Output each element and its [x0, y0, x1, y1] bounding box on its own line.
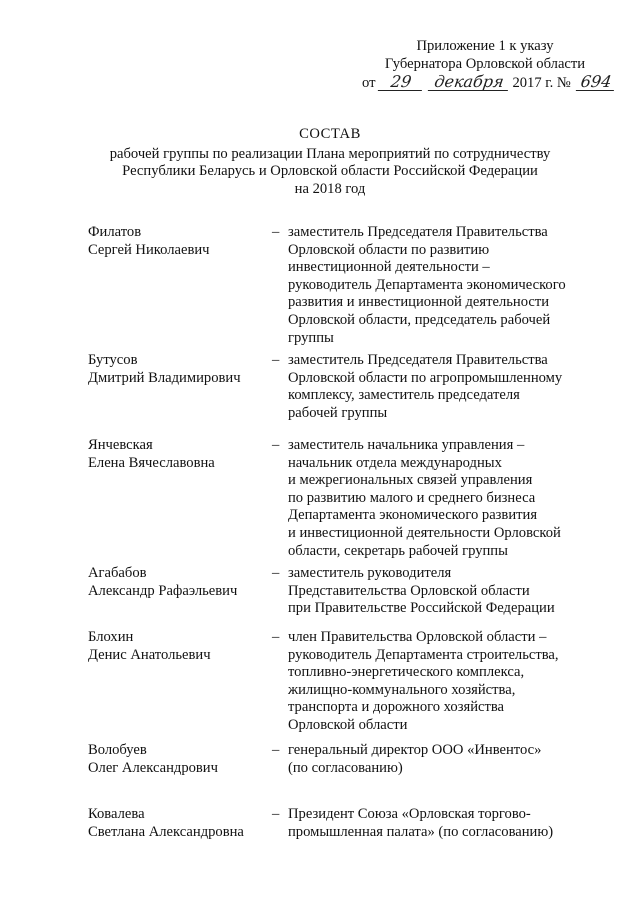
date-year: 2017 г. №	[512, 75, 571, 91]
handwritten-decree-number: 694	[575, 74, 615, 91]
role-line: член Правительства Орловской области –	[288, 629, 547, 645]
role-line: Представительства Орловской области	[288, 582, 530, 599]
member-role	[288, 742, 588, 777]
member-given-names: Дмитрий Владимирович	[88, 369, 241, 386]
member-name	[88, 224, 268, 259]
decree-date-line	[362, 74, 615, 93]
role-line: заместитель руководителя	[288, 565, 452, 581]
member-role	[288, 352, 588, 422]
dash-separator: –	[272, 565, 280, 581]
member-role	[288, 629, 588, 735]
role-line: Орловской области по агропромышленному	[288, 369, 563, 386]
role-line: инвестиционной деятельности –	[288, 259, 490, 276]
role-line: области, секретарь рабочей группы	[288, 542, 508, 559]
role-line: топливно-энергетического комплекса,	[288, 664, 525, 681]
member-surname: Бутусов	[88, 352, 138, 368]
role-line: Орловской области по развитию	[288, 241, 490, 258]
handwritten-month: декабря	[428, 74, 510, 91]
role-line: начальник отдела международных	[288, 454, 502, 471]
member-name	[88, 806, 268, 841]
member-role	[288, 565, 588, 618]
role-line: группы	[288, 329, 334, 346]
member-surname: Филатов	[88, 224, 142, 240]
role-line: по развитию малого и среднего бизнеса	[288, 489, 536, 506]
dash-separator: –	[272, 742, 280, 758]
member-name	[88, 352, 268, 387]
handwritten-day: 29	[378, 74, 424, 91]
member-given-names: Елена Вячеславовна	[88, 454, 215, 471]
role-line: руководитель Департамента экономического	[288, 276, 566, 293]
title-heading: СОСТАВ	[299, 126, 361, 142]
member-name	[88, 565, 268, 600]
role-line: рабочей группы	[288, 404, 388, 421]
member-name	[88, 629, 268, 664]
appendix-line-1: Приложение 1 к указу	[416, 38, 554, 54]
member-given-names: Александр Рафаэльевич	[88, 582, 238, 599]
role-line: Орловской области, председатель рабочей	[288, 311, 551, 328]
role-line: и инвестиционной деятельности Орловской	[288, 524, 561, 541]
role-line: жилищно-коммунального хозяйства,	[288, 681, 516, 698]
member-role	[288, 437, 588, 560]
title-line-3: на 2018 год	[294, 180, 366, 197]
appendix-line-2: Губернатора Орловской области	[384, 55, 586, 72]
role-line: заместитель начальника управления –	[288, 437, 525, 453]
appendix-header	[360, 38, 610, 73]
role-line: заместитель Председателя Правительства	[288, 352, 548, 368]
member-role	[288, 806, 588, 841]
member-given-names: Сергей Николаевич	[88, 241, 210, 258]
document-title	[60, 126, 600, 198]
title-line-2: Республики Беларусь и Орловской области Российской Федерации	[122, 163, 538, 180]
role-line: промышленная палата» (по согласованию)	[288, 823, 554, 840]
role-line: и межрегиональных связей управления	[288, 472, 533, 489]
role-line: руководитель Департамента строительства,	[288, 646, 559, 663]
member-surname: Волобуев	[88, 742, 147, 758]
role-line: генеральный директор ООО «Инвентос»	[288, 742, 542, 758]
title-line-1: рабочей группы по реализации Плана мероприятий по сотрудничеству	[109, 145, 551, 162]
member-surname: Ковалева	[88, 806, 145, 822]
role-line: транспорта и дорожного хозяйства	[288, 699, 505, 716]
member-surname: Агабабов	[88, 565, 147, 581]
role-line: Президент Союза «Орловская торгово-	[288, 806, 531, 822]
role-line: при Правительстве Российской Федерации	[288, 600, 555, 617]
dash-separator: –	[272, 629, 280, 645]
role-line: заместитель Председателя Правительства	[288, 224, 548, 240]
member-given-names: Денис Анатольевич	[88, 646, 211, 663]
member-surname: Янчевская	[88, 437, 153, 453]
member-given-names: Светлана Александровна	[88, 823, 244, 840]
member-surname: Блохин	[88, 629, 134, 645]
member-given-names: Олег Александрович	[88, 759, 218, 776]
member-name	[88, 437, 268, 472]
role-line: Департамента экономического развития	[288, 507, 538, 524]
role-line: (по согласованию)	[288, 759, 403, 776]
role-line: комплексу, заместитель председателя	[288, 387, 520, 404]
role-line: развития и инвестиционной деятельности	[288, 294, 550, 311]
date-prefix: от	[362, 75, 376, 91]
member-name	[88, 742, 268, 777]
dash-separator: –	[272, 806, 280, 822]
member-role	[288, 224, 588, 347]
role-line: Орловской области	[288, 716, 408, 733]
dash-separator: –	[272, 437, 280, 453]
dash-separator: –	[272, 224, 280, 240]
dash-separator: –	[272, 352, 280, 368]
